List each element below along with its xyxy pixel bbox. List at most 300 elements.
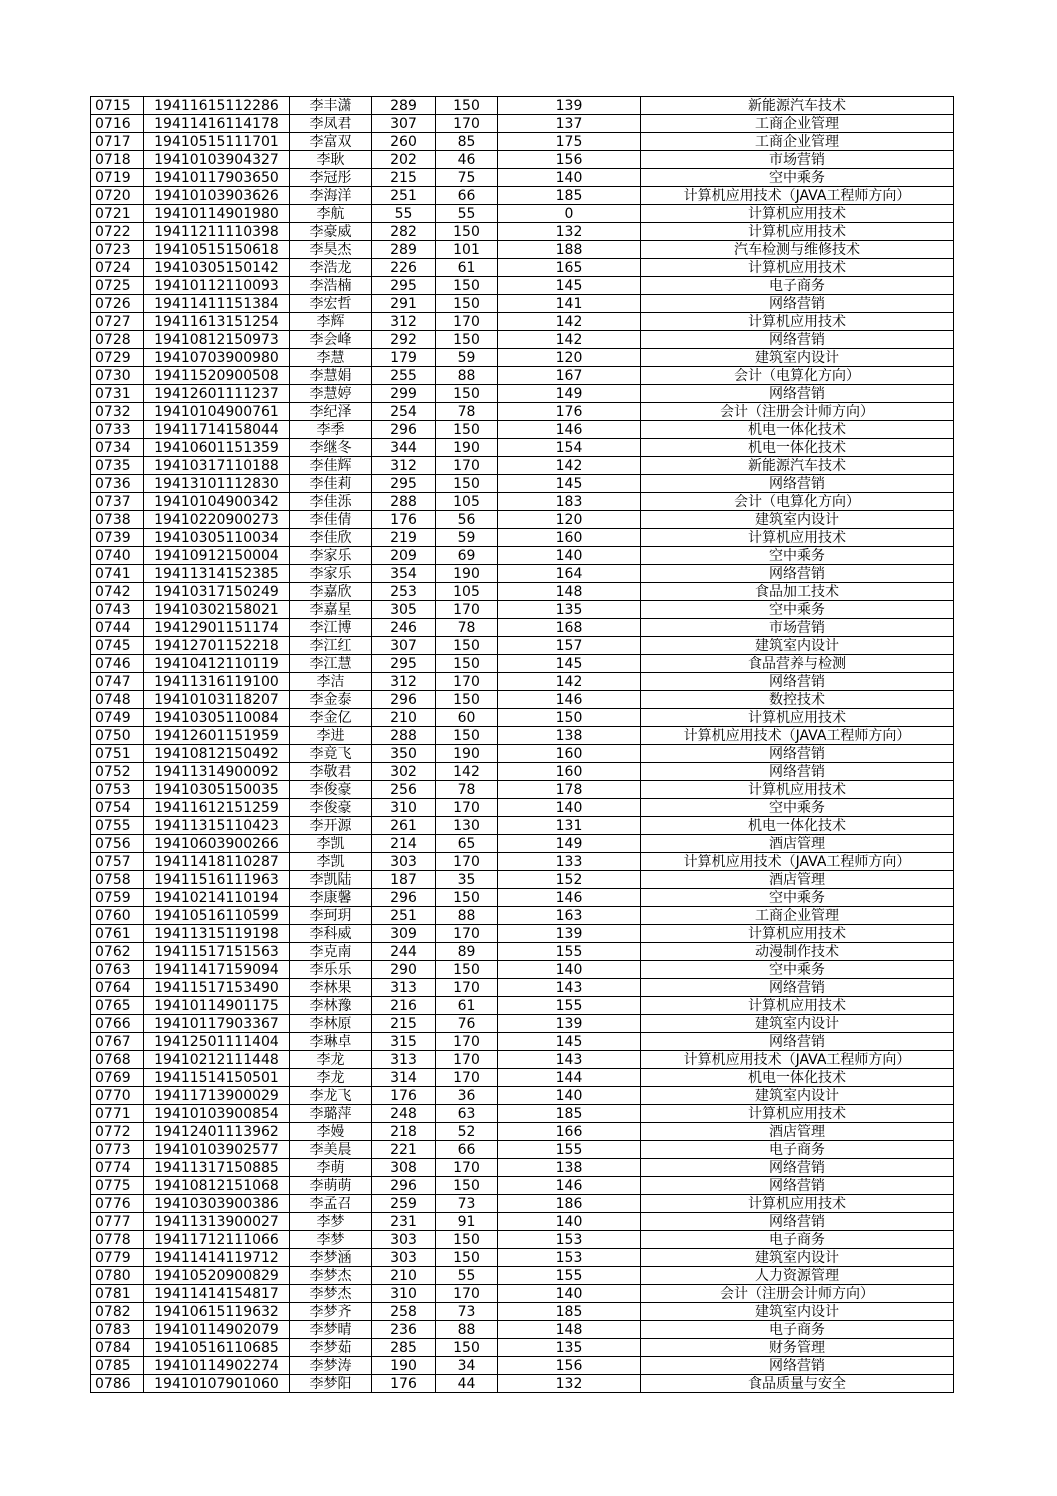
cell-major: 机电一体化技术 (641, 817, 954, 835)
cell-score_a: 170 (436, 673, 498, 691)
cell-major: 人力资源管理 (641, 1267, 954, 1285)
cell-major: 空中乘务 (641, 889, 954, 907)
cell-score_b: 132 (498, 223, 641, 241)
cell-name: 李江慧 (290, 655, 372, 673)
cell-seq: 0763 (91, 961, 144, 979)
cell-name: 李敬君 (290, 763, 372, 781)
cell-seq: 0728 (91, 331, 144, 349)
table-row (91, 1069, 954, 1087)
cell-total: 303 (372, 1249, 436, 1267)
cell-score_a: 170 (436, 1051, 498, 1069)
cell-exam_id: 19410214110194 (144, 889, 290, 907)
cell-exam_id: 19411314900092 (144, 763, 290, 781)
cell-score_b: 120 (498, 349, 641, 367)
cell-score_a: 34 (436, 1357, 498, 1375)
cell-seq: 0730 (91, 367, 144, 385)
cell-name: 李凯 (290, 853, 372, 871)
cell-exam_id: 19410305150142 (144, 259, 290, 277)
cell-seq: 0727 (91, 313, 144, 331)
cell-seq: 0721 (91, 205, 144, 223)
cell-major: 计算机应用技术 (641, 709, 954, 727)
cell-name: 李凤君 (290, 115, 372, 133)
cell-name: 李家乐 (290, 547, 372, 565)
cell-score_b: 142 (498, 457, 641, 475)
cell-score_a: 150 (436, 1249, 498, 1267)
table-row (91, 295, 954, 313)
cell-major: 工商企业管理 (641, 133, 954, 151)
cell-score_b: 0 (498, 205, 641, 223)
cell-score_b: 160 (498, 745, 641, 763)
cell-score_a: 170 (436, 799, 498, 817)
cell-score_b: 160 (498, 763, 641, 781)
cell-total: 255 (372, 367, 436, 385)
cell-exam_id: 19410615119632 (144, 1303, 290, 1321)
cell-major: 数控技术 (641, 691, 954, 709)
cell-score_a: 78 (436, 403, 498, 421)
cell-score_b: 164 (498, 565, 641, 583)
cell-score_b: 145 (498, 1033, 641, 1051)
cell-name: 李俊豪 (290, 781, 372, 799)
cell-major: 空中乘务 (641, 601, 954, 619)
cell-seq: 0779 (91, 1249, 144, 1267)
cell-major: 空中乘务 (641, 169, 954, 187)
cell-seq: 0771 (91, 1105, 144, 1123)
cell-seq: 0739 (91, 529, 144, 547)
cell-name: 李龙飞 (290, 1087, 372, 1105)
cell-exam_id: 19410515111701 (144, 133, 290, 151)
table-row (91, 763, 954, 781)
cell-name: 李慧婷 (290, 385, 372, 403)
table-row (91, 1321, 954, 1339)
table-row (91, 907, 954, 925)
cell-exam_id: 19410516110599 (144, 907, 290, 925)
cell-major: 市场营销 (641, 151, 954, 169)
cell-exam_id: 19411714158044 (144, 421, 290, 439)
table-row (91, 835, 954, 853)
cell-seq: 0746 (91, 655, 144, 673)
cell-score_a: 150 (436, 97, 498, 115)
table-row (91, 133, 954, 151)
cell-seq: 0785 (91, 1357, 144, 1375)
cell-total: 288 (372, 727, 436, 745)
cell-major: 计算机应用技术（JAVA工程师方向） (641, 1051, 954, 1069)
cell-score_a: 130 (436, 817, 498, 835)
cell-name: 李继冬 (290, 439, 372, 457)
cell-seq: 0734 (91, 439, 144, 457)
cell-exam_id: 19410601151359 (144, 439, 290, 457)
cell-exam_id: 19410303900386 (144, 1195, 290, 1213)
cell-name: 李耿 (290, 151, 372, 169)
cell-score_a: 150 (436, 889, 498, 907)
cell-name: 李梦 (290, 1231, 372, 1249)
table-row (91, 277, 954, 295)
table-row (91, 619, 954, 637)
table-row (91, 547, 954, 565)
cell-exam_id: 19411417159094 (144, 961, 290, 979)
cell-name: 李进 (290, 727, 372, 745)
table-row (91, 691, 954, 709)
cell-seq: 0729 (91, 349, 144, 367)
cell-total: 295 (372, 655, 436, 673)
table-row (91, 799, 954, 817)
cell-total: 261 (372, 817, 436, 835)
cell-score_a: 76 (436, 1015, 498, 1033)
cell-total: 214 (372, 835, 436, 853)
cell-score_b: 131 (498, 817, 641, 835)
cell-score_a: 44 (436, 1375, 498, 1393)
cell-seq: 0753 (91, 781, 144, 799)
cell-major: 空中乘务 (641, 547, 954, 565)
table-row (91, 1015, 954, 1033)
cell-seq: 0722 (91, 223, 144, 241)
cell-score_a: 150 (436, 637, 498, 655)
cell-exam_id: 19413101112830 (144, 475, 290, 493)
cell-name: 李会峰 (290, 331, 372, 349)
table-row (91, 1087, 954, 1105)
cell-score_a: 55 (436, 205, 498, 223)
cell-major: 网络营销 (641, 475, 954, 493)
cell-score_b: 185 (498, 1303, 641, 1321)
cell-seq: 0777 (91, 1213, 144, 1231)
cell-exam_id: 19410103900854 (144, 1105, 290, 1123)
cell-seq: 0767 (91, 1033, 144, 1051)
cell-major: 会计（注册会计师方向） (641, 403, 954, 421)
cell-total: 251 (372, 187, 436, 205)
cell-exam_id: 19410114902274 (144, 1357, 290, 1375)
cell-total: 176 (372, 511, 436, 529)
cell-total: 310 (372, 1285, 436, 1303)
table-row (91, 601, 954, 619)
cell-seq: 0716 (91, 115, 144, 133)
cell-exam_id: 19410103903626 (144, 187, 290, 205)
cell-exam_id: 19412701152218 (144, 637, 290, 655)
cell-exam_id: 19410103118207 (144, 691, 290, 709)
cell-exam_id: 19410212111448 (144, 1051, 290, 1069)
cell-name: 李纪泽 (290, 403, 372, 421)
cell-major: 网络营销 (641, 1213, 954, 1231)
table-row (91, 367, 954, 385)
cell-exam_id: 19410107901060 (144, 1375, 290, 1393)
table-row (91, 1123, 954, 1141)
cell-seq: 0720 (91, 187, 144, 205)
table-row (91, 781, 954, 799)
cell-seq: 0762 (91, 943, 144, 961)
cell-score_a: 73 (436, 1195, 498, 1213)
cell-exam_id: 19412501111404 (144, 1033, 290, 1051)
cell-name: 李季 (290, 421, 372, 439)
table-row (91, 349, 954, 367)
cell-exam_id: 19411314152385 (144, 565, 290, 583)
cell-total: 303 (372, 853, 436, 871)
cell-score_a: 150 (436, 961, 498, 979)
cell-seq: 0732 (91, 403, 144, 421)
cell-score_b: 143 (498, 979, 641, 997)
table-row (91, 241, 954, 259)
cell-score_b: 149 (498, 385, 641, 403)
cell-seq: 0761 (91, 925, 144, 943)
cell-major: 计算机应用技术（JAVA工程师方向） (641, 853, 954, 871)
cell-total: 216 (372, 997, 436, 1015)
cell-exam_id: 19410114901980 (144, 205, 290, 223)
cell-seq: 0748 (91, 691, 144, 709)
cell-score_b: 142 (498, 313, 641, 331)
table-row (91, 187, 954, 205)
cell-total: 219 (372, 529, 436, 547)
table-row (91, 1141, 954, 1159)
cell-exam_id: 19411315110423 (144, 817, 290, 835)
cell-seq: 0723 (91, 241, 144, 259)
cell-exam_id: 19411317150885 (144, 1159, 290, 1177)
cell-seq: 0781 (91, 1285, 144, 1303)
cell-major: 建筑室内设计 (641, 349, 954, 367)
cell-score_a: 150 (436, 1177, 498, 1195)
cell-score_b: 142 (498, 331, 641, 349)
cell-total: 254 (372, 403, 436, 421)
cell-seq: 0758 (91, 871, 144, 889)
table-row (91, 385, 954, 403)
cell-total: 310 (372, 799, 436, 817)
cell-total: 259 (372, 1195, 436, 1213)
cell-score_b: 166 (498, 1123, 641, 1141)
cell-major: 计算机应用技术（JAVA工程师方向） (641, 187, 954, 205)
cell-total: 315 (372, 1033, 436, 1051)
cell-exam_id: 19410112110093 (144, 277, 290, 295)
cell-score_b: 146 (498, 691, 641, 709)
cell-score_b: 155 (498, 943, 641, 961)
cell-name: 李萌萌 (290, 1177, 372, 1195)
cell-score_b: 186 (498, 1195, 641, 1213)
cell-total: 295 (372, 277, 436, 295)
cell-exam_id: 19410912150004 (144, 547, 290, 565)
cell-score_b: 148 (498, 1321, 641, 1339)
cell-major: 新能源汽车技术 (641, 457, 954, 475)
cell-name: 李慧娟 (290, 367, 372, 385)
cell-score_b: 143 (498, 1051, 641, 1069)
cell-score_a: 73 (436, 1303, 498, 1321)
cell-exam_id: 19410812150492 (144, 745, 290, 763)
cell-score_b: 133 (498, 853, 641, 871)
cell-major: 酒店管理 (641, 871, 954, 889)
cell-score_a: 63 (436, 1105, 498, 1123)
cell-major: 计算机应用技术 (641, 529, 954, 547)
table-row (91, 637, 954, 655)
table-row (91, 979, 954, 997)
cell-score_a: 52 (436, 1123, 498, 1141)
cell-score_b: 153 (498, 1231, 641, 1249)
cell-score_a: 56 (436, 511, 498, 529)
table-row (91, 1339, 954, 1357)
cell-total: 295 (372, 475, 436, 493)
cell-exam_id: 19411411151384 (144, 295, 290, 313)
cell-major: 酒店管理 (641, 835, 954, 853)
cell-total: 248 (372, 1105, 436, 1123)
cell-score_a: 105 (436, 493, 498, 511)
cell-score_a: 105 (436, 583, 498, 601)
cell-score_a: 150 (436, 1231, 498, 1249)
cell-score_a: 170 (436, 1159, 498, 1177)
cell-score_b: 139 (498, 97, 641, 115)
cell-exam_id: 19411416114178 (144, 115, 290, 133)
cell-exam_id: 19410305150035 (144, 781, 290, 799)
cell-score_b: 142 (498, 673, 641, 691)
cell-name: 李海洋 (290, 187, 372, 205)
cell-major: 会计（电算化方向） (641, 367, 954, 385)
cell-score_a: 150 (436, 295, 498, 313)
cell-score_b: 140 (498, 169, 641, 187)
cell-total: 313 (372, 1051, 436, 1069)
cell-total: 307 (372, 637, 436, 655)
cell-major: 食品质量与安全 (641, 1375, 954, 1393)
cell-score_a: 170 (436, 1285, 498, 1303)
cell-major: 空中乘务 (641, 961, 954, 979)
cell-name: 李佳莉 (290, 475, 372, 493)
table-row (91, 709, 954, 727)
cell-seq: 0772 (91, 1123, 144, 1141)
cell-score_b: 146 (498, 889, 641, 907)
cell-seq: 0766 (91, 1015, 144, 1033)
cell-score_b: 156 (498, 151, 641, 169)
cell-score_b: 148 (498, 583, 641, 601)
cell-score_b: 149 (498, 835, 641, 853)
cell-name: 李乐乐 (290, 961, 372, 979)
cell-total: 179 (372, 349, 436, 367)
cell-total: 246 (372, 619, 436, 637)
cell-score_a: 91 (436, 1213, 498, 1231)
cell-score_a: 190 (436, 439, 498, 457)
cell-seq: 0783 (91, 1321, 144, 1339)
cell-score_a: 61 (436, 259, 498, 277)
cell-major: 建筑室内设计 (641, 1249, 954, 1267)
cell-seq: 0747 (91, 673, 144, 691)
cell-major: 网络营销 (641, 745, 954, 763)
cell-name: 李璐萍 (290, 1105, 372, 1123)
cell-score_a: 150 (436, 475, 498, 493)
cell-seq: 0784 (91, 1339, 144, 1357)
cell-major: 食品加工技术 (641, 583, 954, 601)
cell-total: 285 (372, 1339, 436, 1357)
cell-exam_id: 19410103904327 (144, 151, 290, 169)
cell-name: 李丰潇 (290, 97, 372, 115)
cell-name: 李慧 (290, 349, 372, 367)
cell-total: 309 (372, 925, 436, 943)
cell-exam_id: 19410520900829 (144, 1267, 290, 1285)
cell-major: 网络营销 (641, 1177, 954, 1195)
cell-name: 李林果 (290, 979, 372, 997)
cell-total: 307 (372, 115, 436, 133)
cell-major: 计算机应用技术 (641, 1105, 954, 1123)
cell-score_b: 156 (498, 1357, 641, 1375)
cell-score_b: 160 (498, 529, 641, 547)
cell-seq: 0724 (91, 259, 144, 277)
cell-name: 李佳辉 (290, 457, 372, 475)
cell-exam_id: 19411211110398 (144, 223, 290, 241)
table-row (91, 169, 954, 187)
cell-name: 李萌 (290, 1159, 372, 1177)
table-row (91, 961, 954, 979)
cell-major: 机电一体化技术 (641, 439, 954, 457)
cell-name: 李康馨 (290, 889, 372, 907)
cell-total: 210 (372, 1267, 436, 1285)
cell-score_b: 137 (498, 115, 641, 133)
cell-major: 工商企业管理 (641, 115, 954, 133)
cell-seq: 0776 (91, 1195, 144, 1213)
cell-score_a: 150 (436, 1339, 498, 1357)
cell-score_a: 89 (436, 943, 498, 961)
cell-score_a: 35 (436, 871, 498, 889)
cell-major: 建筑室内设计 (641, 1015, 954, 1033)
cell-total: 190 (372, 1357, 436, 1375)
cell-total: 303 (372, 1231, 436, 1249)
cell-score_a: 60 (436, 709, 498, 727)
cell-major: 计算机应用技术 (641, 223, 954, 241)
cell-major: 机电一体化技术 (641, 421, 954, 439)
cell-exam_id: 19411514150501 (144, 1069, 290, 1087)
cell-name: 李珂玥 (290, 907, 372, 925)
table-row (91, 457, 954, 475)
cell-score_b: 140 (498, 547, 641, 565)
cell-score_a: 75 (436, 169, 498, 187)
cell-score_a: 66 (436, 187, 498, 205)
cell-total: 354 (372, 565, 436, 583)
cell-score_a: 65 (436, 835, 498, 853)
score-table (90, 96, 954, 1393)
cell-exam_id: 19412601151959 (144, 727, 290, 745)
cell-score_a: 85 (436, 133, 498, 151)
cell-seq: 0740 (91, 547, 144, 565)
cell-major: 计算机应用技术 (641, 997, 954, 1015)
cell-score_a: 61 (436, 997, 498, 1015)
cell-total: 299 (372, 385, 436, 403)
cell-major: 市场营销 (641, 619, 954, 637)
cell-major: 网络营销 (641, 1033, 954, 1051)
cell-score_a: 150 (436, 421, 498, 439)
table-row (91, 1177, 954, 1195)
cell-major: 汽车检测与维修技术 (641, 241, 954, 259)
cell-seq: 0745 (91, 637, 144, 655)
cell-score_a: 170 (436, 979, 498, 997)
cell-score_b: 176 (498, 403, 641, 421)
cell-exam_id: 19411315119198 (144, 925, 290, 943)
cell-name: 李金亿 (290, 709, 372, 727)
cell-major: 计算机应用技术（JAVA工程师方向） (641, 727, 954, 745)
cell-seq: 0738 (91, 511, 144, 529)
cell-major: 动漫制作技术 (641, 943, 954, 961)
cell-total: 231 (372, 1213, 436, 1231)
cell-total: 289 (372, 241, 436, 259)
cell-total: 350 (372, 745, 436, 763)
cell-score_a: 170 (436, 457, 498, 475)
cell-exam_id: 19410515150618 (144, 241, 290, 259)
cell-major: 工商企业管理 (641, 907, 954, 925)
cell-score_b: 155 (498, 997, 641, 1015)
cell-seq: 0769 (91, 1069, 144, 1087)
cell-total: 244 (372, 943, 436, 961)
cell-major: 网络营销 (641, 979, 954, 997)
cell-name: 李孟召 (290, 1195, 372, 1213)
cell-score_b: 145 (498, 277, 641, 295)
cell-seq: 0775 (91, 1177, 144, 1195)
table-row (91, 529, 954, 547)
table-row (91, 331, 954, 349)
cell-name: 李嫚 (290, 1123, 372, 1141)
table-row (91, 1267, 954, 1285)
table-row (91, 1303, 954, 1321)
cell-name: 李江博 (290, 619, 372, 637)
cell-score_b: 120 (498, 511, 641, 529)
table-row (91, 583, 954, 601)
cell-exam_id: 19410114901175 (144, 997, 290, 1015)
cell-score_a: 150 (436, 727, 498, 745)
